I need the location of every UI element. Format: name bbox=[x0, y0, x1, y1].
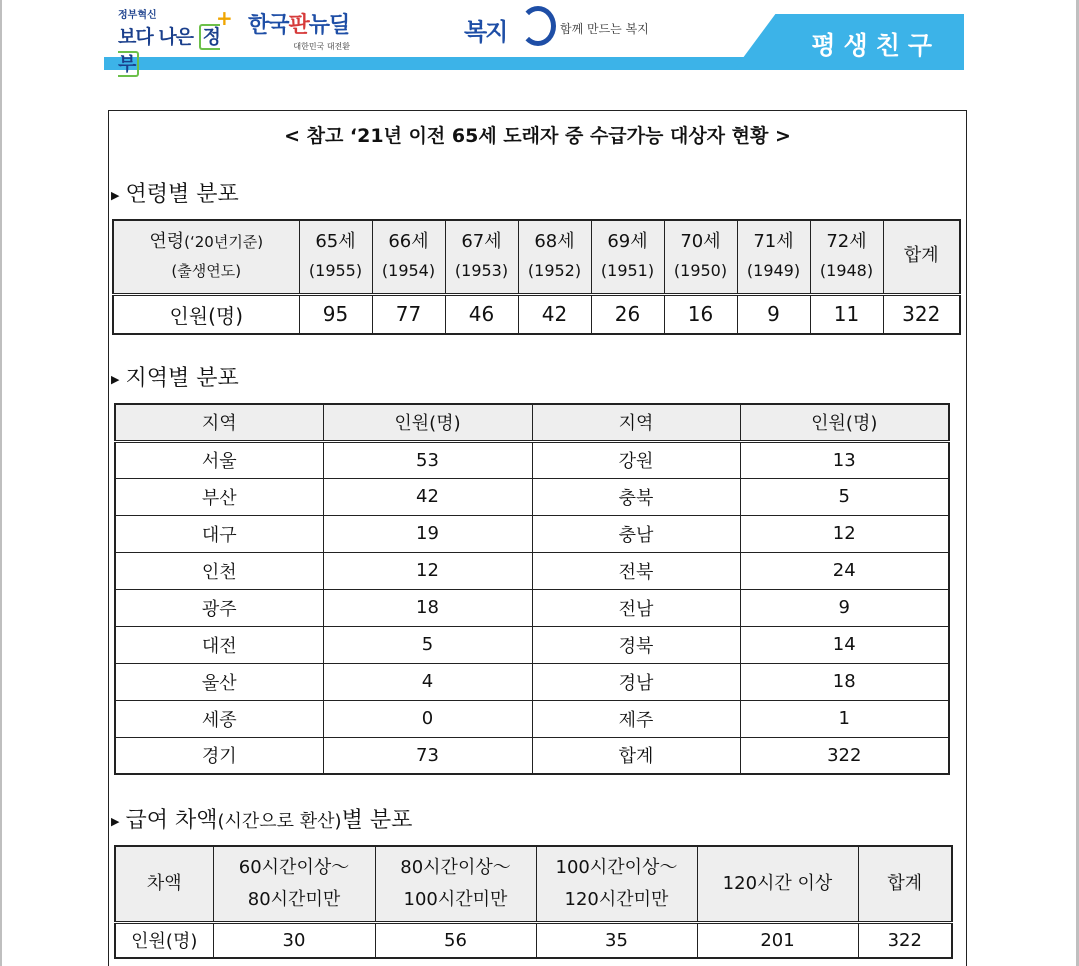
region-cell: 울산 bbox=[115, 663, 323, 700]
pay-range-line2: 80시간미만 bbox=[247, 888, 341, 910]
age-label: 71세 bbox=[753, 230, 794, 252]
region-cell: 합계 bbox=[532, 737, 740, 774]
pay-range-line2: 100시간미만 bbox=[403, 888, 508, 910]
region-cell: 제주 bbox=[532, 700, 740, 737]
age-label: 68세 bbox=[534, 230, 575, 252]
age-header-line2: (출생연도) bbox=[171, 261, 242, 280]
region-cell: 서울 bbox=[115, 441, 323, 478]
age-total-header: 합계 bbox=[883, 220, 960, 294]
pay-total-count: 322 bbox=[858, 922, 952, 958]
age-label: 66세 bbox=[388, 230, 429, 252]
region-cell: 인천 bbox=[115, 552, 323, 589]
age-col-1 bbox=[372, 220, 445, 294]
logo2-main-c: 뉴딜 bbox=[308, 13, 350, 38]
table-row bbox=[115, 626, 949, 663]
pay-row-label: 인원(명) bbox=[115, 922, 213, 958]
region-cell: 충남 bbox=[532, 515, 740, 552]
korean-new-deal-logo bbox=[248, 8, 358, 54]
region-header: 지역 bbox=[115, 404, 323, 441]
region-cell: 광주 bbox=[115, 589, 323, 626]
logo1-main-text bbox=[118, 22, 228, 76]
header-banner bbox=[104, 0, 964, 75]
count-cell: 53 bbox=[323, 441, 532, 478]
age-header-label bbox=[113, 220, 299, 294]
region-cell: 세종 bbox=[115, 700, 323, 737]
count-header: 인원(명) bbox=[740, 404, 949, 441]
birth-year: (1949) bbox=[746, 260, 801, 280]
reference-title: < 참고 ‘21년 이전 65세 도래자 중 수급가능 대상자 현황 > bbox=[284, 125, 791, 147]
logo1-small-text: 정부혁신 bbox=[118, 10, 157, 21]
age-col-2 bbox=[445, 220, 518, 294]
age-section-title bbox=[111, 177, 239, 208]
age-count: 26 bbox=[591, 294, 664, 334]
age-col-6 bbox=[737, 220, 810, 294]
age-label: 67세 bbox=[461, 230, 502, 252]
age-total-count: 322 bbox=[883, 294, 960, 334]
pay-range-line1: 80시간이상～ bbox=[400, 857, 511, 879]
triangle-bullet-icon: ▶ bbox=[111, 814, 120, 828]
birth-year: (1951) bbox=[600, 260, 655, 280]
age-col-4 bbox=[591, 220, 664, 294]
table-row bbox=[115, 589, 949, 626]
region-cell: 부산 bbox=[115, 478, 323, 515]
age-count: 42 bbox=[518, 294, 591, 334]
logo2-main-text bbox=[248, 8, 358, 39]
pay-range-line1: 60시간이상～ bbox=[238, 857, 350, 879]
age-count: 77 bbox=[372, 294, 445, 334]
pay-count: 30 bbox=[213, 922, 375, 958]
page-edge-left bbox=[0, 0, 2, 966]
table-row bbox=[115, 552, 949, 589]
birth-year: (1950) bbox=[673, 260, 728, 280]
count-cell: 13 bbox=[740, 441, 949, 478]
region-cell: 대구 bbox=[115, 515, 323, 552]
pay-col-1 bbox=[375, 846, 536, 922]
age-count: 16 bbox=[664, 294, 737, 334]
table-row bbox=[115, 663, 949, 700]
logo3-tagline: 함께 만드는 복지 bbox=[560, 22, 649, 36]
header-tab-label: 평생친구 bbox=[811, 31, 940, 60]
count-cell: 9 bbox=[740, 589, 949, 626]
plus-icon: + bbox=[216, 6, 233, 30]
pay-count: 56 bbox=[375, 922, 536, 958]
birth-year: (1952) bbox=[527, 260, 582, 280]
count-header: 인원(명) bbox=[323, 404, 532, 441]
pay-range-line1: 100시간이상～ bbox=[555, 857, 678, 879]
count-cell: 1 bbox=[740, 700, 949, 737]
pay-count: 201 bbox=[697, 922, 858, 958]
age-count: 46 bbox=[445, 294, 518, 334]
table-row bbox=[115, 515, 949, 552]
region-distribution-table bbox=[114, 403, 950, 775]
age-label: 65세 bbox=[315, 230, 356, 252]
count-cell: 322 bbox=[740, 737, 949, 774]
age-header-line1-suffix: (‘20년기준) bbox=[184, 232, 264, 251]
age-col-3 bbox=[518, 220, 591, 294]
age-distribution-table bbox=[112, 219, 961, 335]
pay-section-title-a: 급여 차액 bbox=[125, 808, 218, 833]
region-section-title-text: 지역별 분포 bbox=[125, 366, 239, 391]
age-col-0 bbox=[299, 220, 372, 294]
pay-range-line2: 120시간미만 bbox=[564, 888, 669, 910]
logo1-main-b: 정부 bbox=[118, 26, 221, 75]
pay-col-0 bbox=[213, 846, 375, 922]
count-cell: 0 bbox=[323, 700, 532, 737]
logo3-main-text: 복지 bbox=[464, 18, 507, 46]
table-row bbox=[115, 737, 949, 774]
region-cell: 경북 bbox=[532, 626, 740, 663]
age-count: 95 bbox=[299, 294, 372, 334]
count-cell: 5 bbox=[323, 626, 532, 663]
count-cell: 14 bbox=[740, 626, 949, 663]
triangle-bullet-icon: ▶ bbox=[111, 188, 120, 202]
pay-count: 35 bbox=[536, 922, 697, 958]
region-section-title bbox=[111, 361, 239, 392]
pay-section-title-c: 별 분포 bbox=[341, 808, 413, 833]
table-row bbox=[115, 700, 949, 737]
age-header-line1: 연령 bbox=[149, 230, 185, 252]
region-cell: 경남 bbox=[532, 663, 740, 700]
pay-section-title-b: (시간으로 환산) bbox=[217, 811, 342, 832]
age-label: 70세 bbox=[680, 230, 721, 252]
region-header: 지역 bbox=[532, 404, 740, 441]
region-cell: 경기 bbox=[115, 737, 323, 774]
region-cell: 대전 bbox=[115, 626, 323, 663]
count-cell: 73 bbox=[323, 737, 532, 774]
table-row bbox=[115, 478, 949, 515]
age-label: 72세 bbox=[826, 230, 867, 252]
logo2-sub-text: 대한민국 대전환 bbox=[293, 42, 350, 51]
government-innovation-logo bbox=[118, 6, 233, 75]
count-cell: 12 bbox=[323, 552, 532, 589]
birth-year: (1954) bbox=[381, 260, 436, 280]
pay-total-header: 합계 bbox=[858, 846, 952, 922]
pay-col-2 bbox=[536, 846, 697, 922]
table-row bbox=[115, 441, 949, 478]
birth-year: (1955) bbox=[308, 260, 363, 280]
age-col-7 bbox=[810, 220, 883, 294]
count-cell: 12 bbox=[740, 515, 949, 552]
age-row-label: 인원(명) bbox=[113, 294, 299, 334]
birth-year: (1953) bbox=[454, 260, 509, 280]
pay-col-3: 120시간 이상 bbox=[697, 846, 858, 922]
reference-box bbox=[108, 110, 967, 966]
age-col-5 bbox=[664, 220, 737, 294]
region-cell: 전북 bbox=[532, 552, 740, 589]
count-cell: 19 bbox=[323, 515, 532, 552]
count-cell: 42 bbox=[323, 478, 532, 515]
count-cell: 18 bbox=[740, 663, 949, 700]
region-cell: 강원 bbox=[532, 441, 740, 478]
logo1-main-a: 보다 나은 bbox=[118, 26, 199, 48]
count-cell: 5 bbox=[740, 478, 949, 515]
pay-difference-table bbox=[114, 845, 953, 959]
age-section-title-text: 연령별 분포 bbox=[125, 182, 239, 207]
age-count: 11 bbox=[810, 294, 883, 334]
age-count: 9 bbox=[737, 294, 810, 334]
pay-section-title bbox=[111, 803, 412, 834]
birth-year: (1948) bbox=[819, 260, 874, 280]
ring-icon bbox=[520, 6, 556, 46]
count-cell: 24 bbox=[740, 552, 949, 589]
age-label: 69세 bbox=[607, 230, 648, 252]
logo2-main-b: 판 bbox=[288, 13, 309, 38]
triangle-bullet-icon: ▶ bbox=[111, 372, 120, 386]
logo2-main-a: 한국 bbox=[248, 13, 289, 38]
region-cell: 충북 bbox=[532, 478, 740, 515]
welfare-logo bbox=[464, 4, 664, 52]
count-cell: 4 bbox=[323, 663, 532, 700]
pay-corner-label: 차액 bbox=[115, 846, 213, 922]
region-cell: 전남 bbox=[532, 589, 740, 626]
count-cell: 18 bbox=[323, 589, 532, 626]
